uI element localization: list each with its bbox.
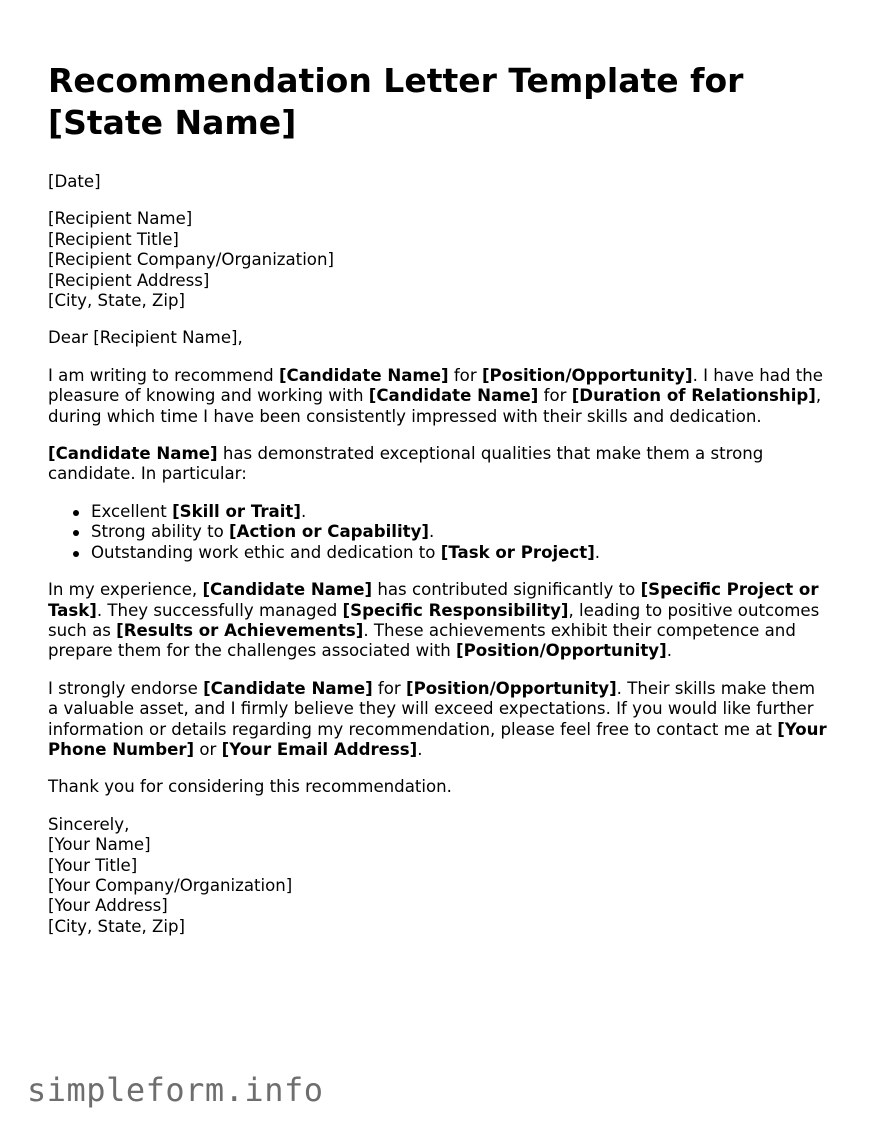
placeholder-position: [Position/Opportunity] — [456, 641, 667, 661]
text-run: . — [417, 739, 423, 759]
text-run: for — [372, 678, 407, 698]
recipient-address: [Recipient Address] — [48, 270, 210, 290]
list-item — [91, 502, 828, 522]
text-run: . — [429, 522, 435, 542]
thanks-paragraph: Thank you for considering this recommendation. — [48, 777, 452, 797]
placeholder-candidate-name: [Candidate Name] — [202, 580, 373, 600]
placeholder-task: [Task or Project] — [440, 542, 595, 562]
salutation: Dear [Recipient Name], — [48, 328, 243, 348]
text-run: for — [538, 386, 572, 406]
text-run: . — [594, 542, 601, 562]
intro-paragraph — [48, 366, 828, 427]
placeholder-skill: [Skill or Trait] — [172, 501, 301, 521]
endorsement-paragraph — [48, 679, 828, 761]
placeholder-phone: [Your Phone Number] — [48, 719, 827, 759]
text-run: . They successfully managed — [96, 600, 343, 620]
text-run: . Their skills make them a valuable asset, and I firmly believe they will exceed expectations. If you would like further information or details regarding my recommendation, please feel free to contact me at — [48, 678, 816, 739]
page-title: Recommendation Letter Template for [State Name] — [48, 61, 744, 142]
placeholder-candidate-name: [Candidate Name] — [368, 386, 539, 406]
placeholder-project: [Specific Project or Task] — [48, 580, 819, 620]
signature-city: [City, State, Zip] — [48, 916, 186, 936]
watermark: simpleform.info — [27, 1071, 324, 1109]
placeholder-responsibility: [Specific Responsibility] — [342, 600, 569, 620]
text-run: has demonstrated exceptional qualities that make them a strong candidate. In particular: — [48, 444, 764, 484]
text-run: , leading to positive outcomes such as — [48, 600, 820, 640]
qualities-list — [48, 502, 828, 563]
text-run: . These achievements exhibit their competence and prepare them for the challenges associated with — [48, 620, 796, 661]
text-run: Outstanding work ethic and dedication to — [91, 542, 441, 562]
placeholder-email: [Your Email Address] — [221, 739, 418, 759]
text-run: Strong ability to — [91, 522, 230, 542]
list-item — [91, 543, 828, 563]
placeholder-action: [Action or Capability] — [229, 522, 430, 542]
date-text: [Date] — [48, 172, 101, 191]
recipient-city: [City, State, Zip] — [48, 291, 186, 311]
text-run: . — [300, 501, 307, 521]
text-run: , during which time I have been consistently impressed with their skills and dedication. — [48, 386, 822, 426]
text-run: I am writing to recommend — [48, 365, 279, 385]
signature-address: [Your Address] — [48, 896, 168, 916]
text-run: I strongly endorse — [48, 678, 204, 698]
placeholder-position: [Position/Opportunity] — [481, 365, 693, 385]
recipient-name: [Recipient Name] — [48, 209, 193, 229]
experience-paragraph — [48, 580, 828, 662]
placeholder-results: [Results or Achievements] — [116, 620, 364, 640]
text-run: Excellent — [91, 501, 173, 521]
placeholder-position: [Position/Opportunity] — [406, 678, 617, 698]
placeholder-candidate-name: [Candidate Name] — [278, 365, 449, 385]
placeholder-duration: [Duration of Relationship] — [571, 386, 816, 406]
signature-name: [Your Name] — [48, 835, 151, 855]
list-item — [91, 522, 828, 542]
text-run: . I have had the pleasure of knowing and working with — [48, 365, 824, 406]
signature-title: [Your Title] — [48, 855, 138, 875]
letter-date — [48, 172, 828, 192]
text-run: has contributed significantly to — [372, 580, 641, 600]
text-run: for — [448, 365, 482, 385]
text-run: or — [194, 739, 222, 759]
recipient-block — [48, 209, 828, 311]
qualities-paragraph — [48, 444, 828, 485]
signature-block — [48, 815, 828, 937]
letter-document — [48, 60, 828, 954]
recipient-title: [Recipient Title] — [48, 229, 179, 249]
signature-closing: Sincerely, — [48, 814, 130, 834]
text-run: . — [666, 641, 672, 661]
placeholder-candidate-name: [Candidate Name] — [203, 678, 373, 698]
recipient-company: [Recipient Company/Organization] — [48, 250, 334, 270]
text-run: In my experience, — [48, 580, 203, 600]
signature-company: [Your Company/Organization] — [48, 875, 293, 895]
placeholder-candidate-name: [Candidate Name] — [48, 444, 218, 464]
